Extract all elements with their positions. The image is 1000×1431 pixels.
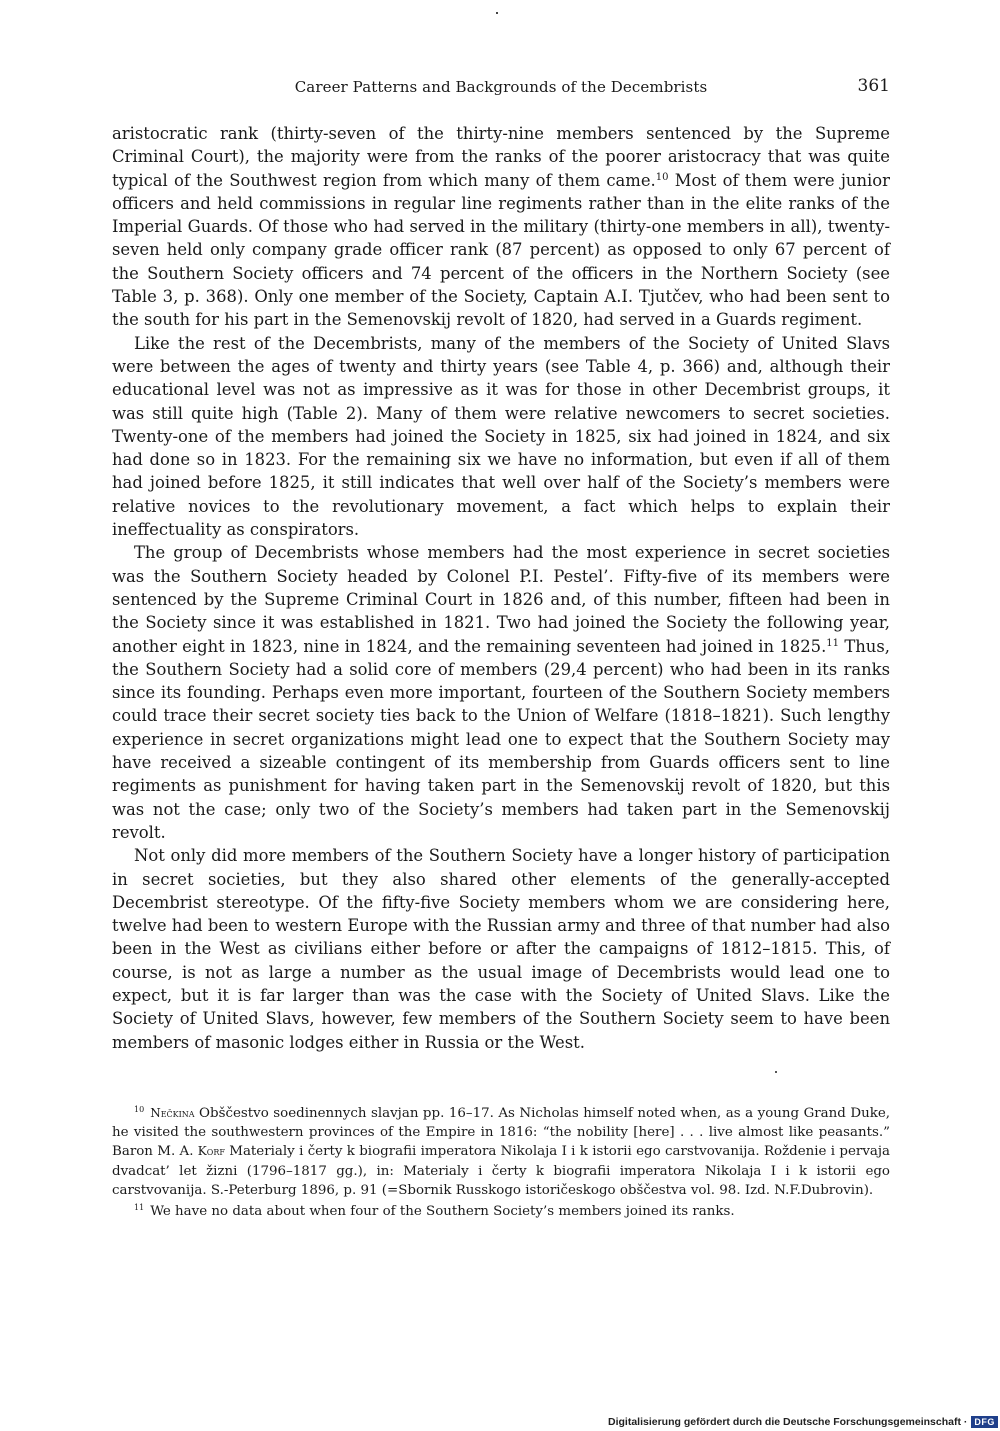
paragraph-3-text-b: Thus, the Southern Society had a solid core of members (29,4 percent) who had been in its ranks since its founding. Perhaps even more important, fourteen of the Southern Society members could trace their secret society ties back to the Union of Welfare (1818–1821). Such lengthy experience in secret organizations might lead one to expect that the Southern Society may have received a sizeable contingent of its membership from Guards officers sent to line regiments as punishment for having taken part in the Semenovskij revolt of 1820, but this was not the case; only two of the Society’s members had taken part in the Semenovskij revolt. (112, 636, 890, 842)
paragraph-2: Like the rest of the Decembrists, many of the members of the Society of United Slavs were between the ages of twenty and thirty years (see Table 4, p. 366) and, although their educational level was not as impressive as it was for those in other Decembrist groups, it was still quite high (Table 2). Many of them were relative newcomers to secret societies. Twenty-one of the members had joined the Society in 1825, six had joined in 1824, and six had done so in 1823. For the remaining six we have no information, but even if all of them had joined before 1825, it still indicates that well over half of the Society’s members were relative novices to the revolutionary movement, a fact which helps to explain their ineffectuality as conspirators. (112, 333, 890, 540)
paragraph-1-text-b: Most of them were junior officers and held commissions in regular line regiments rather than in the elite ranks of the Imperial Guards. Of those who had served in the military (thirty-one members in all), twenty-seven held only company grade officer rank (87 percent) as opposed to only 67 percent of the Southern Society officers and 74 percent of the officers in the Northern Society (see Table 3, p. 368). Only one member of the Society, Captain A.I. Tjutčev, who had been sent to the south for his part in the Semenovskij revolt of 1820, had served in a Guards regiment. (112, 170, 890, 330)
body-text (112, 122, 890, 1054)
paragraph-3-text-a: The group of Decembrists whose members had the most experience in secret societies was the Southern Society headed by Colonel P.I. Pestel’. Fifty-five of its members were sentenced by the Supreme Criminal Court in 1826 and, of this number, fifteen had been in the Society since it was established in 1821. Two had joined the Society the following year, another eight in 1823, nine in 1824, and the remaining seventeen had joined in 1825. (112, 543, 890, 656)
page-number: 361 (857, 76, 890, 96)
paragraph-4: Not only did more members of the Southern Society have a longer history of participation in secret societies, but they also shared other elements of the generally-accepted Decembrist stereotype. Of the fifty-five Society members whom we are considering here, twelve had been to western Europe with the Russian army and three of that number had also been in the West as civilians either before or after the campaigns of 1812–1815. This, of course, is not as large a number as the usual image of Decembrists would lead one to expect, but it is far larger than was the case with the Society of United Slavs. Like the Society of United Slavs, however, few members of the Southern Society seem to have been members of masonic lodges either in Russia or the West. (112, 846, 890, 1052)
credit-text: Digitalisierung gefördert durch die Deutsche Forschungsgemeinschaft · (608, 1416, 968, 1428)
running-head (112, 78, 890, 102)
footnote-11 (112, 1202, 890, 1221)
footnote-10-author-2: Korf (197, 1144, 225, 1159)
paragraph-3 (112, 541, 890, 844)
footnote-10-text-b: Materialy i čerty k biografii imperatora Nikolaja I i k istorii ego carstvovanija. Roždenie i pervaja dvadcat’ let žizni (1796–1817 gg.), in: Materialy i čerty k biografii imperatora Nikolaja I i k istorii ego carstvovanija. S.-Peterburg 1896, p. 91 (=Sbornik Russkogo istoričeskogo obščestva vol. 98. Izd. N.F.Dubrovin). (112, 1144, 890, 1198)
footnote-10-author: Nečkina (150, 1106, 195, 1120)
digitization-credit (608, 1414, 998, 1430)
footnote-10-marker: 10 (134, 1105, 145, 1114)
footnote-ref-11: 11 (826, 637, 840, 649)
running-title: Career Patterns and Backgrounds of the Decembrists (294, 78, 708, 96)
footnote-10-text-a: Obščestvo soedinennych slavjan pp. 16–17. As Nicholas himself noted when, as a young Grand Duke, he visited the southwestern provinces of the Empire in 1816: “the nobility [here] . . . live almost like peasants.” Baron M. A. (112, 1106, 890, 1160)
paragraph-1-text-a: aristocratic rank (thirty-seven of the thirty-nine members sentenced by the Supreme Criminal Court), the majority were from the ranks of the poorer aristocracy that was quite typical of the Southwest region from which many of them came. (112, 124, 890, 190)
dfg-logo-icon: DFG (971, 1416, 998, 1428)
paragraph-1 (112, 122, 890, 332)
footnote-ref-10: 10 (655, 171, 669, 183)
footnote-11-text: We have no data about when four of the Southern Society’s members joined its ranks. (150, 1204, 735, 1220)
footnote-11-marker: 11 (134, 1203, 145, 1213)
footnote-10 (112, 1104, 890, 1200)
footnotes (112, 1104, 890, 1223)
scan-dot (775, 1071, 777, 1073)
scan-speck (496, 12, 498, 14)
